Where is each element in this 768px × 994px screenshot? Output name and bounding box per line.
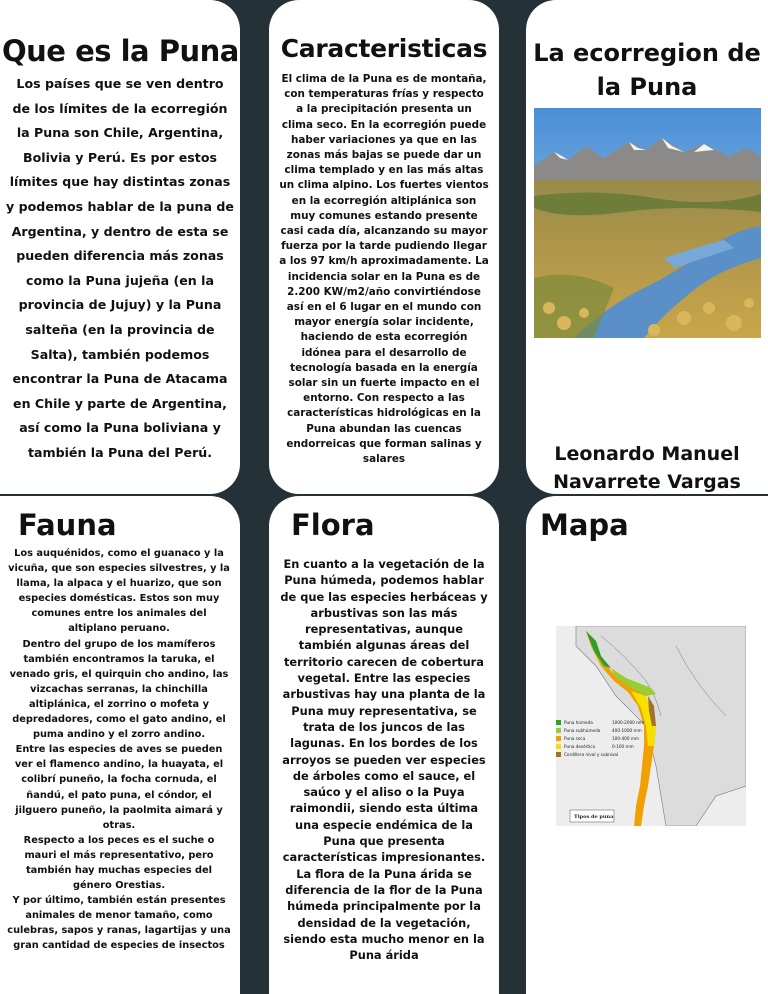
panel-ecorregion xyxy=(526,0,768,494)
caracteristicas-text: El clima de la Puna es de montaña, con temperaturas frías y respecto a la precipitación presenta un clima seco. En la ecorregión puede haber variaciones ya que en las zonas más bajas se puede dar un clima templado y en las más altas un clima alpino. Los fuertes vientos en la ecorregión altiplánica son muy comunes estando presente casi cada día, alcanzando su mayor fuerza por la tarde pudiendo llegar a los 97 km/h aproximadamente. La incidencia solar en la Puna es de 2.200 KW/m2/año convirtiéndose así en el 6 lugar en el mundo con mayor energía solar incidente, haciendo de esta ecorregión idónea para el desarrollo de tecnología basada en la energía solar sin un fuerte impacto en el entorno. Con respecto a las características hidrológicas en la Puna abundan las cuencas endorreicas que forman salinas y salares xyxy=(279,73,489,466)
legend-label-5: Cordillera nival y subnival xyxy=(564,752,619,757)
panel-fauna xyxy=(0,496,240,994)
legend-label-1: Puna húmeda xyxy=(564,720,593,725)
que-es-text: Los países que se ven dentro de los límites de la ecorregión la Puna son Chile, Argentina, Bolivia y Perú. Es por estos límites que hay distintas zonas y podemos hablar de la puna de Argentina, y dentro de esta se pueden diferencia más zonas como la Puna jujeña (en la provincia de Jujuy) y la Puna salteña (en la provincia de Salta), también podemos encontrar la Puna de Atacama en Chile y parte de Argentina, así como la Puna boliviana y también la Puna del Perú. xyxy=(6,76,234,460)
legend-label-2: Puna subhúmeda xyxy=(564,728,601,733)
mapa-title: Mapa xyxy=(540,508,629,542)
panel-que-es xyxy=(0,0,240,494)
caracteristicas-title: Caracteristicas xyxy=(280,34,488,63)
puna-map xyxy=(556,626,746,826)
legend-range-4: 0-100 mm xyxy=(612,744,634,749)
author-name: Leonardo Manuel Navarrete Vargas xyxy=(553,443,741,493)
panel-caracteristicas xyxy=(269,0,499,494)
legend-label-4: Puna desértica xyxy=(564,744,596,749)
ecorregion-title: La ecorregion de la Puna xyxy=(533,39,761,101)
panel-flora xyxy=(269,496,499,994)
legend-range-3: 100-400 mm xyxy=(612,736,639,741)
que-es-title: Que es la Puna xyxy=(2,34,239,68)
fauna-title: Fauna xyxy=(18,508,117,542)
legend-range-1: 1000-2000 mm xyxy=(612,720,645,725)
map-caption: Tipos de puna xyxy=(574,814,614,820)
puna-landscape-photo xyxy=(534,108,761,338)
legend-label-3: Puna seca xyxy=(564,736,586,741)
fauna-text-p1: Los auquénidos, como el guanaco y la vicuña, que son especies silvestres, y la llama, la alpaca y el huarizo, que son especies domésticas. Estos son muy comunes entre los animales del altiplano peruano. Dentro del grupo de los mamíferos también encontramos la taruka, el venado gris, el quirquin cho andino, las vizcachas serranas, la chinchilla altiplánica, el zorrino o mofeta y depredadores, como el gato andino, el puma andino y el zorro andino. Entre las especies de aves se pueden ver el flamenco andino, la huayata, el colibrí puneño, la focha cornuda, el ñandú, el pato puna, el cóndor, el jilguero puneño, la paolmita aimará y otras. Respecto a los peces es el suche o mauri el más representativo, pero también hay muchas especies del género Orestias. Y por último, también están presentes animales de menor tamaño, como culebras, sapos y ranas, lagartijas y una gran cantidad de especies de insectos xyxy=(7,548,231,952)
flora-title: Flora xyxy=(291,508,375,542)
fauna-text xyxy=(6,546,232,954)
flora-text: En cuanto a la vegetación de la Puna húmeda, podemos hablar de que las especies herbáceas y arbustivas son las más representativas, aunque también algunas áreas del territorio carecen de cobertura vegetal. Entre las especies arbustivas hay una planta de la Puna muy representativa, se trata de los juncos de las lagunas. En los bordes de los arroyos se pueden ver especies de árboles como el sauce, el saúco y el aliso o la Puya raimondii, siendo esta última una especie endémica de la Puna que presenta características impresionantes. La flora de la Puna árida se diferencia de la flor de la Puna húmeda principalmente por la densidad de la vegetación, siendo esta mucho menor en la Puna árida xyxy=(280,557,488,963)
panel-mapa xyxy=(526,496,768,994)
legend-range-2: 400-1000 mm xyxy=(612,728,642,733)
